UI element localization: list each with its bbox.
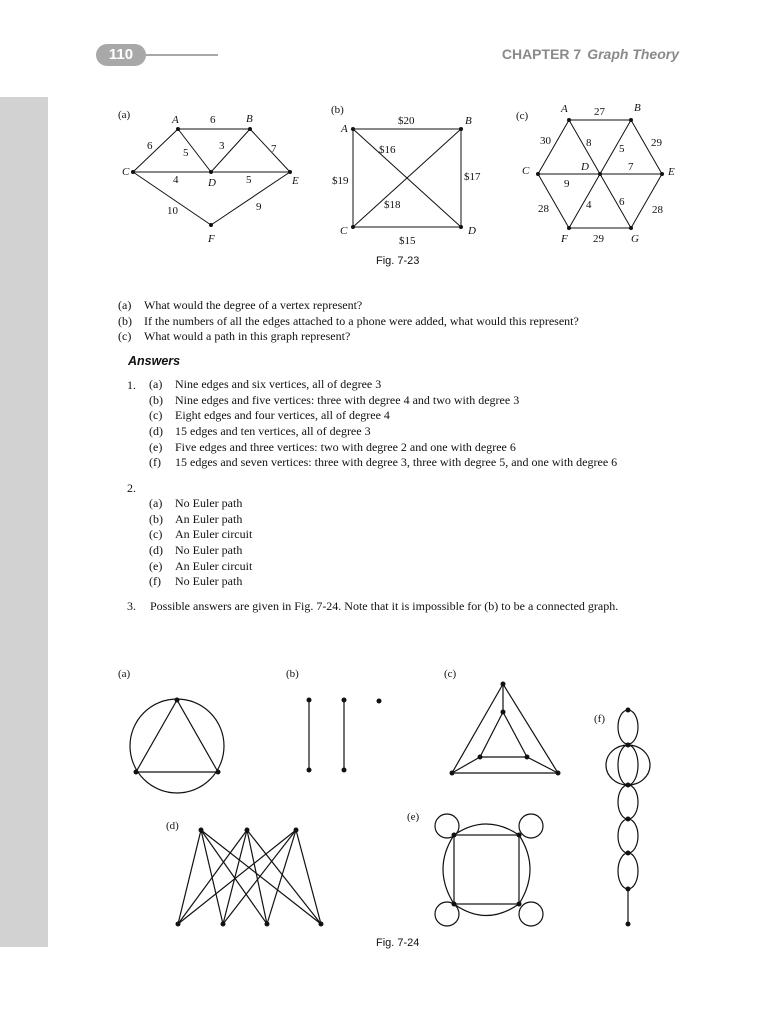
item-label: (b)	[149, 511, 163, 526]
edge-weight: 6	[619, 196, 625, 208]
item-label: (d)	[149, 424, 163, 439]
item-text: No Euler path	[175, 574, 243, 589]
vertex-label: F	[208, 233, 215, 245]
graph-b	[309, 700, 344, 770]
item-label: (a)	[149, 496, 163, 510]
item-label: (c)	[149, 527, 163, 542]
question-item	[118, 314, 579, 330]
edge-weight: 29	[651, 137, 662, 149]
edge-weight: 10	[167, 205, 178, 217]
figure-caption: Fig. 7-24	[376, 937, 420, 949]
vertex-label: C	[340, 225, 348, 237]
graph-c	[452, 684, 558, 773]
item-label: (d)	[149, 543, 163, 558]
edge-weight: 7	[628, 161, 634, 173]
edge-weight: 9	[564, 178, 570, 190]
answer-item	[149, 393, 617, 409]
panel-label: (d)	[166, 820, 179, 832]
edge-weight: 8	[586, 137, 592, 149]
edge-weight: 6	[210, 114, 216, 126]
item-text: No Euler path	[175, 543, 243, 558]
item-text: An Euler path	[175, 511, 243, 526]
edge-weight: 30	[540, 135, 551, 147]
item-label: (a)	[149, 377, 163, 391]
edge-weight: $18	[384, 199, 401, 211]
edge-weight: 4	[173, 174, 179, 186]
item-text: Nine edges and six vertices, all of degree 3	[175, 377, 382, 391]
item-text: Eight edges and four vertices, all of degree 4	[175, 408, 390, 423]
item-text: Nine edges and five vertices: three with degree 4 and two with degree 3	[175, 392, 520, 407]
answer-item	[149, 527, 252, 543]
graph-d	[178, 830, 321, 924]
item-text: No Euler path	[175, 496, 243, 510]
fig-7-23-c	[512, 100, 682, 250]
edge-weight: $19	[332, 175, 349, 187]
answer-item	[149, 512, 252, 528]
fig-7-23-a	[112, 104, 312, 254]
item-label: (b)	[149, 392, 163, 407]
answer-item	[149, 424, 617, 440]
chapter-title: Graph Theory	[587, 46, 679, 62]
edge-weight: 3	[219, 140, 225, 152]
item-text: 15 edges and seven vertices: three with degree 3, three with degree 5, and one with degree 6	[175, 455, 618, 470]
vertex-label: G	[631, 233, 639, 245]
vertex-label: B	[246, 113, 253, 125]
edge-weight: 9	[256, 201, 262, 213]
graph-a	[130, 699, 224, 793]
answer-item	[149, 574, 252, 590]
edge-weight: $17	[464, 171, 481, 183]
answer-item	[149, 377, 617, 393]
answer-item	[149, 559, 252, 575]
item-label: (c)	[149, 408, 163, 423]
vertex-label: A	[341, 123, 348, 135]
item-text: Five edges and three vertices: two with degree 2 and one with degree 6	[175, 439, 516, 454]
panel-label: (a)	[118, 668, 131, 680]
edge-weight: 28	[652, 204, 663, 216]
edge-weight: 28	[538, 203, 549, 215]
graph-e	[435, 814, 543, 926]
vertex-label: A	[172, 114, 179, 126]
panel-label: (e)	[407, 811, 420, 823]
answer-3-text: Possible answers are given in Fig. 7-24. Note that it is impossible for (b) to be a connected graph.	[150, 599, 619, 613]
vertex-label: C	[522, 165, 530, 177]
answer-item	[149, 543, 252, 559]
panel-label: (c)	[444, 668, 457, 680]
item-text: An Euler circuit	[175, 527, 253, 542]
answer-1-list	[149, 377, 617, 471]
edge-weight: $20	[398, 115, 415, 127]
edge-weight: 27	[594, 106, 605, 118]
edge-weight: 5	[183, 147, 189, 159]
item-text: What would the degree of a vertex represent?	[144, 298, 363, 312]
edge-weight: $15	[399, 235, 416, 247]
page-number: 110	[96, 44, 146, 66]
answer-number: 1.	[127, 378, 136, 392]
item-label: (e)	[149, 439, 163, 454]
item-label: (b)	[118, 313, 132, 328]
vertex-label: A	[561, 103, 568, 115]
answer-number: 2.	[127, 481, 136, 495]
vertex-label: D	[468, 225, 476, 237]
answer-item	[149, 455, 617, 471]
fig-7-24	[100, 660, 660, 950]
item-text: If the numbers of all the edges attached to a phone were added, what would this represent?	[144, 313, 579, 328]
page-margin-band	[0, 97, 48, 947]
header-rule	[146, 54, 218, 56]
panel-label: (f)	[594, 713, 605, 725]
question-list	[118, 298, 579, 345]
edge-weight: 5	[246, 174, 252, 186]
figure-caption: Fig. 7-23	[376, 255, 420, 267]
panel-label: (b)	[331, 104, 344, 116]
panel-label: (b)	[286, 668, 299, 680]
answer-item	[149, 408, 617, 424]
panel-label: (c)	[516, 110, 529, 122]
item-label: (c)	[118, 329, 132, 344]
edge-weight: 5	[619, 143, 625, 155]
item-text: 15 edges and ten vertices, all of degree 3	[175, 424, 371, 439]
vertex-label: D	[581, 161, 589, 173]
edge-weight: 29	[593, 233, 604, 245]
vertex-label: D	[208, 177, 216, 189]
edge-weight: 4	[586, 199, 592, 211]
answer-item	[149, 496, 252, 512]
graph-edges	[353, 129, 461, 227]
item-label: (f)	[149, 574, 161, 589]
fig-7-23-b	[328, 100, 488, 250]
answer-2-list	[149, 496, 252, 590]
question-item	[118, 298, 579, 314]
item-text: An Euler circuit	[175, 558, 253, 573]
edge-weight: 6	[147, 140, 153, 152]
vertex-label: F	[561, 233, 568, 245]
vertex-label: C	[122, 166, 130, 178]
running-header	[502, 46, 679, 62]
vertex-label: B	[465, 115, 472, 127]
vertex-label: E	[292, 175, 299, 187]
graph-vertices	[134, 682, 631, 927]
edge-weight: 7	[271, 143, 277, 155]
item-label: (a)	[118, 298, 132, 312]
answer-number: 3.	[127, 599, 136, 613]
chapter-number: CHAPTER 7	[501, 46, 582, 62]
item-label: (e)	[149, 558, 163, 573]
item-label: (f)	[149, 455, 161, 470]
item-text: What would a path in this graph represent?	[144, 329, 351, 344]
vertex-label: B	[634, 102, 641, 114]
panel-label: (a)	[118, 109, 131, 121]
answer-item	[149, 440, 617, 456]
question-item	[118, 329, 579, 345]
answers-heading: Answers	[128, 354, 181, 368]
vertex-label: E	[668, 166, 675, 178]
edge-weight: $16	[379, 144, 396, 156]
